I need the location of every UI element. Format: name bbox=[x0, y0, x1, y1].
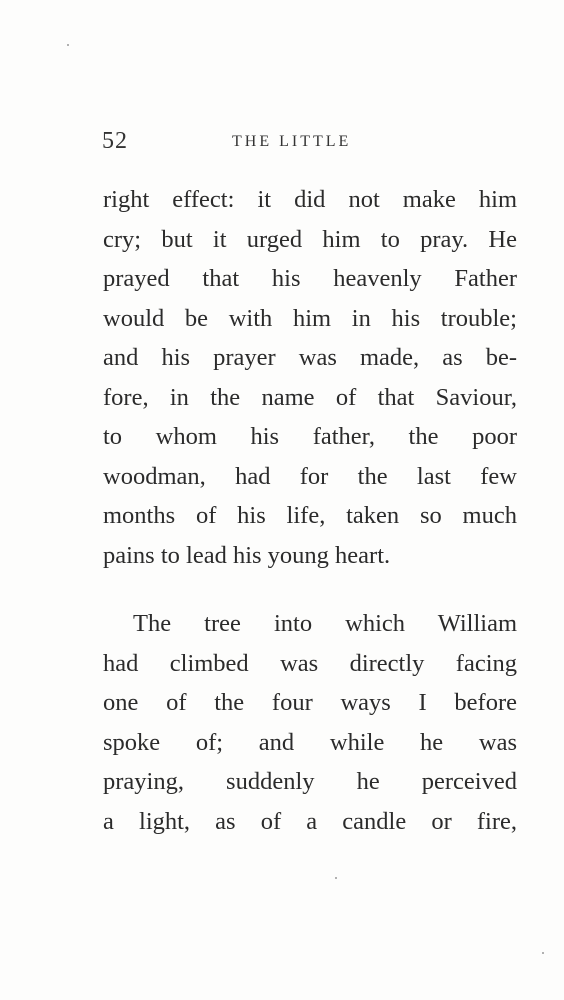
text-line: and his prayer was made, as be- bbox=[103, 344, 517, 371]
page-number: 52 bbox=[102, 128, 128, 154]
running-title: THE LITTLE bbox=[232, 133, 352, 150]
text-line: would be with him in his trouble; bbox=[103, 304, 517, 332]
text-line: had climbed was directly facing bbox=[103, 649, 517, 677]
text-line: fore, in the name of that Saviour, bbox=[103, 383, 517, 411]
text-line: spoke of; and while he was bbox=[103, 728, 517, 756]
text-line: to whom his father, the poor bbox=[103, 423, 517, 450]
text-line: prayed that his heavenly Father bbox=[103, 265, 517, 292]
paper-speck bbox=[542, 952, 544, 954]
text-line: woodman, had for the last few bbox=[103, 462, 517, 490]
paper-speck bbox=[67, 44, 69, 46]
paper-speck bbox=[335, 877, 337, 879]
text-line: The tree into which William bbox=[133, 610, 517, 637]
text-line: praying, suddenly he perceived bbox=[103, 768, 517, 795]
running-head bbox=[102, 128, 522, 158]
text-line: one of the four ways I before bbox=[103, 689, 517, 716]
text-line: cry; but it urged him to pray. He bbox=[103, 225, 517, 253]
paragraph-2 bbox=[103, 604, 517, 841]
text-line: pains to lead his young heart. bbox=[103, 541, 391, 569]
text-line: right effect: it did not make him bbox=[103, 186, 517, 213]
text-line: a light, as of a candle or fire, bbox=[103, 807, 517, 835]
paragraph-1 bbox=[103, 180, 517, 575]
text-line: months of his life, taken so much bbox=[103, 502, 517, 529]
